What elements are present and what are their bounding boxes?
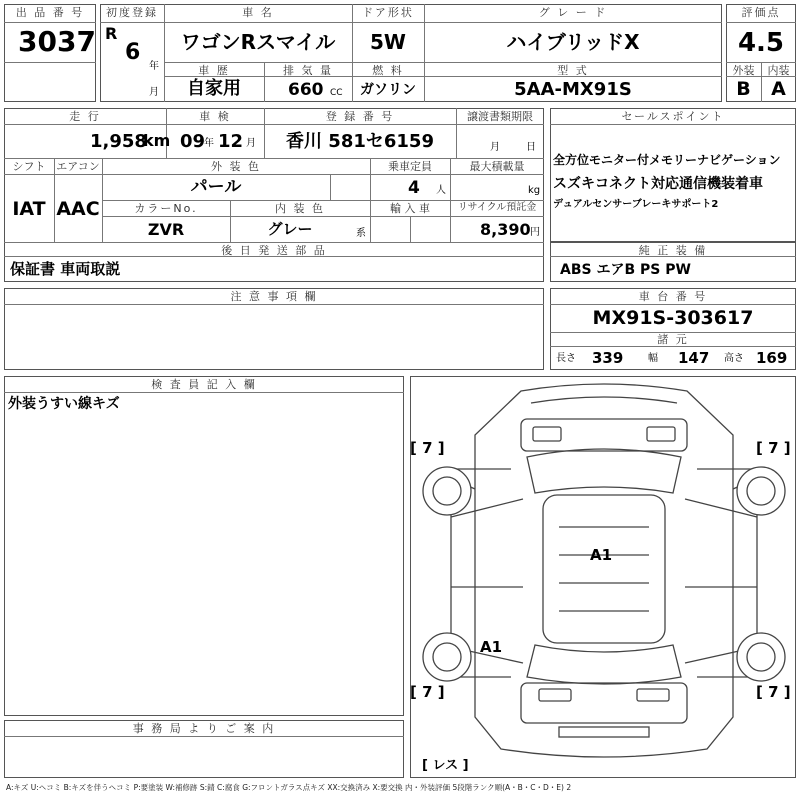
sales-line-2: スズキコネクト対応通信機装着車 xyxy=(553,176,763,192)
fuel-label: 燃 料 xyxy=(372,64,404,77)
grade: ハイブリッドX xyxy=(506,30,640,54)
transfer-day: 日 xyxy=(526,142,536,153)
recycle-label: リサイクル預託金 xyxy=(457,202,537,213)
damage-mark-roof: A1 xyxy=(590,546,613,564)
model: 5AA-MX91S xyxy=(514,79,632,100)
mileage: 1,958 xyxy=(90,131,147,152)
door-label: ドア形状 xyxy=(362,6,414,19)
color-no-label: カラーNo. xyxy=(134,202,198,215)
history: 自家用 xyxy=(187,78,241,99)
damage-mark-side: A1 xyxy=(480,638,503,656)
displacement-unit: CC xyxy=(330,88,343,98)
inspection-label: 車 検 xyxy=(199,110,231,123)
capacity-label: 乗車定員 xyxy=(388,160,432,173)
capacity: 4 xyxy=(408,178,420,198)
int-color-suffix: 系 xyxy=(356,228,366,239)
year-unit: 年 xyxy=(149,61,159,72)
chassis-label: 車 台 番 号 xyxy=(638,290,708,303)
tire-rear-right: [ 7 ] xyxy=(756,683,791,701)
inspection-month-unit: 月 xyxy=(246,138,256,149)
car-outline xyxy=(411,377,797,779)
legend: A:キズ U:ヘコミ B:キズを伴うヘコミ P:要塗装 W:補修跡 S:錆 C:腐食 G:フロントガラス点キズ XX:交換済み X:要交換 内・外装評価 5段階ランク順(A・B・C・D・E) 2 xyxy=(6,783,572,792)
shift-label: シフト xyxy=(12,160,46,173)
int-score: A xyxy=(771,78,786,100)
tire-front-right: [ 7 ] xyxy=(756,439,791,457)
overall-score: 4.5 xyxy=(737,28,785,58)
ac-label: エアコン xyxy=(56,160,100,173)
score-label: 評価点 xyxy=(741,6,781,19)
capacity-unit: 人 xyxy=(436,185,446,196)
length-label: 長さ xyxy=(556,353,576,364)
import-label: 輸 入 車 xyxy=(390,202,430,215)
office-label: 事 務 局 よ り ご 案 内 xyxy=(132,722,276,735)
int-label: 内装 xyxy=(767,64,790,77)
sales-line-3: デュアルセンサーブレーキサポート2 xyxy=(553,199,719,210)
displacement: 660 xyxy=(288,80,324,100)
load-unit: kg xyxy=(528,185,541,196)
tire-front-left: [ 7 ] xyxy=(410,439,445,457)
spec-label: 諸 元 xyxy=(657,333,689,346)
chassis-number: MX91S-303617 xyxy=(592,307,754,329)
month-unit: 月 xyxy=(149,87,159,98)
mileage-label: 走 行 xyxy=(69,110,101,123)
tire-rear-left: [ 7 ] xyxy=(410,683,445,701)
sales-line-1: 全方位モニター付メモリーナビゲーション xyxy=(553,153,781,167)
spare-tire: [ レス ] xyxy=(422,758,469,773)
reg-label: 登 録 番 号 xyxy=(325,110,395,123)
int-color: グレー xyxy=(267,220,313,238)
recycle-unit: 円 xyxy=(530,227,540,238)
lot-number: 3037 xyxy=(18,25,96,58)
inspection-year: 09 xyxy=(180,131,206,152)
color-no: ZVR xyxy=(147,220,185,239)
first-reg-label: 初度登録 xyxy=(106,6,158,19)
sales-label: セールスポイント xyxy=(621,110,725,123)
displacement-label: 排 気 量 xyxy=(283,64,333,77)
model-label: 型 式 xyxy=(557,64,589,77)
mileage-unit: km xyxy=(143,131,171,150)
height: 169 xyxy=(756,349,788,367)
int-color-label: 内 装 色 xyxy=(275,202,325,215)
car-name: ワゴンRスマイル xyxy=(180,30,336,54)
car-name-label: 車 名 xyxy=(242,6,274,19)
inspection-month: 12 xyxy=(218,131,244,152)
width-label: 幅 xyxy=(648,353,658,364)
reg-number: 香川 581セ6159 xyxy=(286,131,434,152)
first-reg-year: 6 xyxy=(125,40,141,65)
inspector-comment: 外装うすい線キズ xyxy=(8,396,120,412)
color-label: 外 装 色 xyxy=(211,160,261,173)
ext-label: 外装 xyxy=(732,64,755,77)
history-label: 車 歴 xyxy=(198,64,230,77)
equipment: ABS エアB PS PW xyxy=(560,262,691,278)
sales-point-block xyxy=(550,108,796,242)
height-label: 高さ xyxy=(724,353,744,364)
inspection-year-unit: 年 xyxy=(204,138,214,149)
car-diagram xyxy=(410,376,796,778)
recycle-amount: 8,390 xyxy=(480,220,531,239)
door-type: 5W xyxy=(370,30,406,54)
era: R xyxy=(105,24,118,43)
lot-label: 出 品 番 号 xyxy=(15,6,85,19)
fuel: ガソリン xyxy=(360,82,416,98)
width: 147 xyxy=(678,349,710,367)
length: 339 xyxy=(592,349,624,367)
ac: AAC xyxy=(56,198,100,220)
transfer-month: 月 xyxy=(490,142,500,153)
later-parts-label: 後 日 発 送 部 品 xyxy=(221,244,327,257)
notes-label: 注 意 事 項 欄 xyxy=(230,290,318,303)
inspector-label: 検 査 員 記 入 欄 xyxy=(151,378,257,391)
color: パール xyxy=(190,177,242,197)
later-parts: 保証書 車両取説 xyxy=(10,260,121,278)
transfer-label: 譲渡書類期限 xyxy=(467,110,533,123)
shift: IAT xyxy=(12,198,46,220)
load-label: 最大積載量 xyxy=(469,160,525,173)
inspector-block xyxy=(4,376,404,716)
ext-score: B xyxy=(736,78,751,100)
equipment-label: 純 正 装 備 xyxy=(638,244,708,257)
grade-label: グ レ ー ド xyxy=(538,6,608,19)
